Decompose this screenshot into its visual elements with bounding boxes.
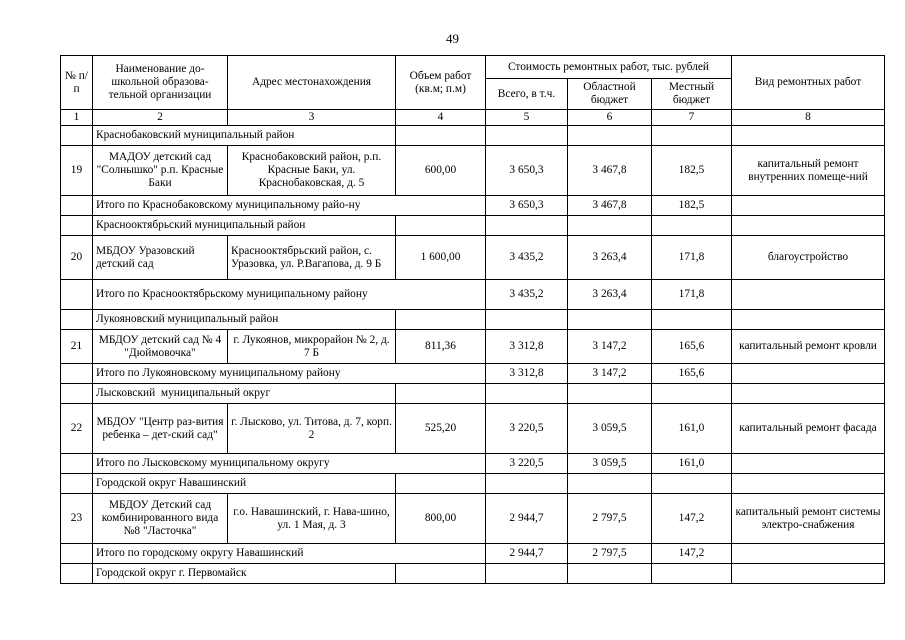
org-address: г.о. Навашинский, г. Нава-шино, ул. 1 Мая, д. 3: [228, 494, 396, 544]
org-name: МБДОУ Уразовский детский сад: [93, 236, 228, 280]
section-row: [61, 216, 885, 236]
cost-local: 165,6: [652, 330, 732, 364]
col-number: 7: [652, 110, 732, 126]
total-label: Итого по Краснобаковскому муниципальному райо-ну: [93, 196, 486, 216]
cost-total: 3 650,3: [486, 146, 568, 196]
row-num: 23: [61, 494, 93, 544]
col-number: 8: [732, 110, 885, 126]
total-row: [61, 280, 885, 310]
repair-costs-table: [60, 55, 885, 584]
repair-kind: капитальный ремонт фасада: [732, 404, 885, 454]
table-row: [61, 146, 885, 196]
cost-total: 3 312,8: [486, 330, 568, 364]
section-row: [61, 126, 885, 146]
section-label: Городской округ г. Первомайск: [93, 564, 396, 584]
cost-local: 171,8: [652, 236, 732, 280]
col-number: 5: [486, 110, 568, 126]
total-row: [61, 196, 885, 216]
row-num: 21: [61, 330, 93, 364]
total-row: [61, 454, 885, 474]
total-row: [61, 364, 885, 384]
cost-regional: 3 263,4: [568, 280, 652, 310]
col-number: 2: [93, 110, 228, 126]
repair-kind: капитальный ремонт кровли: [732, 330, 885, 364]
header-total: Всего, в т.ч.: [486, 79, 568, 110]
section-label: Краснооктябрьский муниципальный район: [93, 216, 396, 236]
cost-local: 147,2: [652, 494, 732, 544]
cost-total: 3 220,5: [486, 404, 568, 454]
cost-total: 3 435,2: [486, 280, 568, 310]
cost-total: 3 220,5: [486, 454, 568, 474]
header-local: Местный бюджет: [652, 79, 732, 110]
section-row: [61, 310, 885, 330]
cost-regional: 2 797,5: [568, 494, 652, 544]
cost-regional: 3 059,5: [568, 454, 652, 474]
total-label: Итого по Лукояновскому муниципальному району: [93, 364, 486, 384]
total-label: Итого по городскому округу Навашинский: [93, 544, 486, 564]
header-num: № п/п: [61, 56, 93, 110]
cost-regional: 3 467,8: [568, 196, 652, 216]
header-row-1: [61, 56, 885, 79]
total-row: [61, 544, 885, 564]
cost-regional: 3 147,2: [568, 364, 652, 384]
org-address: Краснооктябрьский район, с. Уразовка, ул. Р.Вагапова, д. 9 Б: [228, 236, 396, 280]
table-row: [61, 404, 885, 454]
cost-regional: 3 467,8: [568, 146, 652, 196]
table-row: [61, 494, 885, 544]
header-volume: Объем работ (кв.м; п.м): [396, 56, 486, 110]
section-label: Лысковский муниципальный округ: [93, 384, 396, 404]
header-regional: Областной бюджет: [568, 79, 652, 110]
cost-local: 182,5: [652, 146, 732, 196]
repair-kind: благоустройство: [732, 236, 885, 280]
org-name: МБДОУ Детский сад комбинированного вида №8 "Ласточка": [93, 494, 228, 544]
cost-total: 3 435,2: [486, 236, 568, 280]
org-name: МБДОУ "Центр раз-вития ребенка – дет-ский сад": [93, 404, 228, 454]
work-volume: 1 600,00: [396, 236, 486, 280]
cost-regional: 2 797,5: [568, 544, 652, 564]
cost-regional: 3 263,4: [568, 236, 652, 280]
row-num: 22: [61, 404, 93, 454]
work-volume: 811,36: [396, 330, 486, 364]
cost-total: 2 944,7: [486, 494, 568, 544]
col-number: 1: [61, 110, 93, 126]
cost-local: 161,0: [652, 454, 732, 474]
cost-local: 165,6: [652, 364, 732, 384]
cost-total: 3 650,3: [486, 196, 568, 216]
section-row: [61, 564, 885, 584]
org-address: г. Лукоянов, микрорайон № 2, д. 7 Б: [228, 330, 396, 364]
column-number-row: [61, 110, 885, 126]
col-number: 6: [568, 110, 652, 126]
org-address: г. Лысково, ул. Титова, д. 7, корп. 2: [228, 404, 396, 454]
header-kind: Вид ремонтных работ: [732, 56, 885, 110]
work-volume: 525,20: [396, 404, 486, 454]
row-num: 20: [61, 236, 93, 280]
repair-kind: капитальный ремонт внутренних помеще-ний: [732, 146, 885, 196]
header-name: Наименование до-школьной образова-тельной организации: [93, 56, 228, 110]
section-label: Городской округ Навашинский: [93, 474, 396, 494]
table-row: [61, 330, 885, 364]
section-label: Краснобаковский муниципальный район: [93, 126, 396, 146]
cost-local: 171,8: [652, 280, 732, 310]
table-row: [61, 236, 885, 280]
org-name: МБДОУ детский сад № 4 "Дюймовочка": [93, 330, 228, 364]
total-label: Итого по Лысковскому муниципальному округу: [93, 454, 486, 474]
row-num: 19: [61, 146, 93, 196]
work-volume: 800,00: [396, 494, 486, 544]
section-row: [61, 384, 885, 404]
col-number: 3: [228, 110, 396, 126]
cost-local: 147,2: [652, 544, 732, 564]
cost-local: 161,0: [652, 404, 732, 454]
header-cost-group: Стоимость ремонтных работ, тыс. рублей: [486, 56, 732, 79]
col-number: 4: [396, 110, 486, 126]
work-volume: 600,00: [396, 146, 486, 196]
org-address: Краснобаковский район, р.п. Красные Баки, ул. Краснобаковская, д. 5: [228, 146, 396, 196]
cost-regional: 3 147,2: [568, 330, 652, 364]
total-label: Итого по Краснооктябрьскому муниципальному району: [93, 280, 486, 310]
repair-kind: капитальный ремонт системы электро-снабжения: [732, 494, 885, 544]
section-label: Лукояновский муниципальный район: [93, 310, 396, 330]
org-name: МАДОУ детский сад "Солнышко" р.п. Красные Баки: [93, 146, 228, 196]
header-address: Адрес местонахождения: [228, 56, 396, 110]
section-row: [61, 474, 885, 494]
cost-regional: 3 059,5: [568, 404, 652, 454]
page-number: 49: [446, 31, 459, 46]
cost-total: 2 944,7: [486, 544, 568, 564]
cost-local: 182,5: [652, 196, 732, 216]
cost-total: 3 312,8: [486, 364, 568, 384]
